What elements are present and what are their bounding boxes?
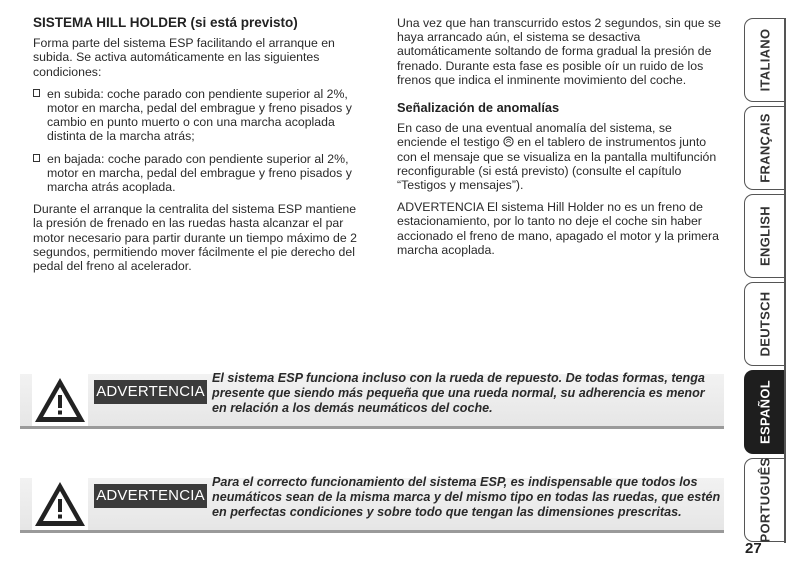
tab-italiano[interactable]: ITALIANO: [744, 18, 784, 102]
tab-espanol[interactable]: ESPAÑOL: [744, 370, 784, 454]
right-column: [397, 16, 722, 265]
warning-text: El sistema ESP funciona incluso con la rueda de repuesto. De todas formas, tenga presente que siendo más pequeña que una rueda normal, su adherencia es menor en relación a los demás neumáticos del coche.: [212, 371, 705, 415]
paragraph-1: Una vez que han transcurrido estos 2 segundos, sin que se haya arrancado aún, el sistema se desactiva automáticamente soltando de forma gradual la presión de frenado. Durante esta fase es posible oír un ruido de los frenos que indica el inminente movimiento del coche.: [397, 16, 722, 87]
divider: [20, 426, 724, 429]
tab-rail: [784, 18, 786, 543]
intro-paragraph: Forma parte del sistema ESP facilitando el arranque en subida. Se activa automáticamente en las siguientes condiciones:: [33, 36, 335, 79]
anomaly-heading: Señalización de anomalías: [397, 100, 560, 116]
warning-box-1: [20, 366, 724, 429]
tab-english[interactable]: ENGLISH: [744, 194, 784, 278]
warning-label: ADVERTENCIA: [94, 484, 207, 508]
warning-text: Para el correcto funcionamiento del sistema ESP, es indispensable que todos los neumáticos sean de la misma marca y del mismo tipo en todas las ruedas, que estén en perfectas condiciones y sobre todo que tengan las dimensiones prescritas.: [212, 475, 721, 519]
list-item: en subida: coche parado con pendiente superior al 2%, motor en marcha, pedal del embrague y freno pisados y cambio en punto muerto o con una marcha acoplada distinta de la marcha atrás;: [33, 87, 363, 144]
section-title: SISTEMA HILL HOLDER (si está previsto): [33, 15, 298, 30]
warning-triangle-icon: [32, 374, 88, 426]
warning-triangle-icon: [32, 478, 88, 530]
page-number: 27: [745, 540, 762, 557]
checkbox-bullet-icon: [33, 89, 40, 97]
warning-box-2: [20, 470, 724, 533]
divider: [20, 530, 724, 533]
warning-label: ADVERTENCIA: [94, 380, 207, 404]
paragraph-2: En caso de una eventual anomalía del sistema, se enciende el testigo en el tablero de instrumentos junto con el mensaje que se visualiza en la pantalla multifunción reconfigurable (si está previsto) (consulte el capítulo “Testigos y mensajes”).: [397, 121, 717, 193]
tab-portugues[interactable]: PORTUGUÊS: [744, 458, 784, 542]
checkbox-bullet-icon: [33, 154, 40, 162]
closing-paragraph: Durante el arranque la centralita del sistema ESP mantiene la presión de frenado en las ruedas hasta alcanzar el par motor necesario para partir durante un tiempo máximo de 2 segundos, permitiendo mover fácilmente el pie derecho del pedal del freno al acelerador.: [33, 202, 357, 274]
left-column: [33, 16, 363, 281]
list-item: en bajada: coche parado con pendiente superior al 2%, motor en marcha, pedal del embrague y freno pisados y marcha atrás acoplada.: [33, 152, 363, 195]
tab-deutsch[interactable]: DEUTSCH: [744, 282, 784, 366]
esp-warning-light-icon: [503, 136, 514, 147]
tab-francais[interactable]: FRANÇAIS: [744, 106, 784, 190]
paragraph-3: ADVERTENCIA El sistema Hill Holder no es un freno de estacionamiento, por lo tanto no deje el coche sin haber accionado el freno de mano, apagado el motor y la primera marcha acoplada.: [397, 200, 719, 257]
